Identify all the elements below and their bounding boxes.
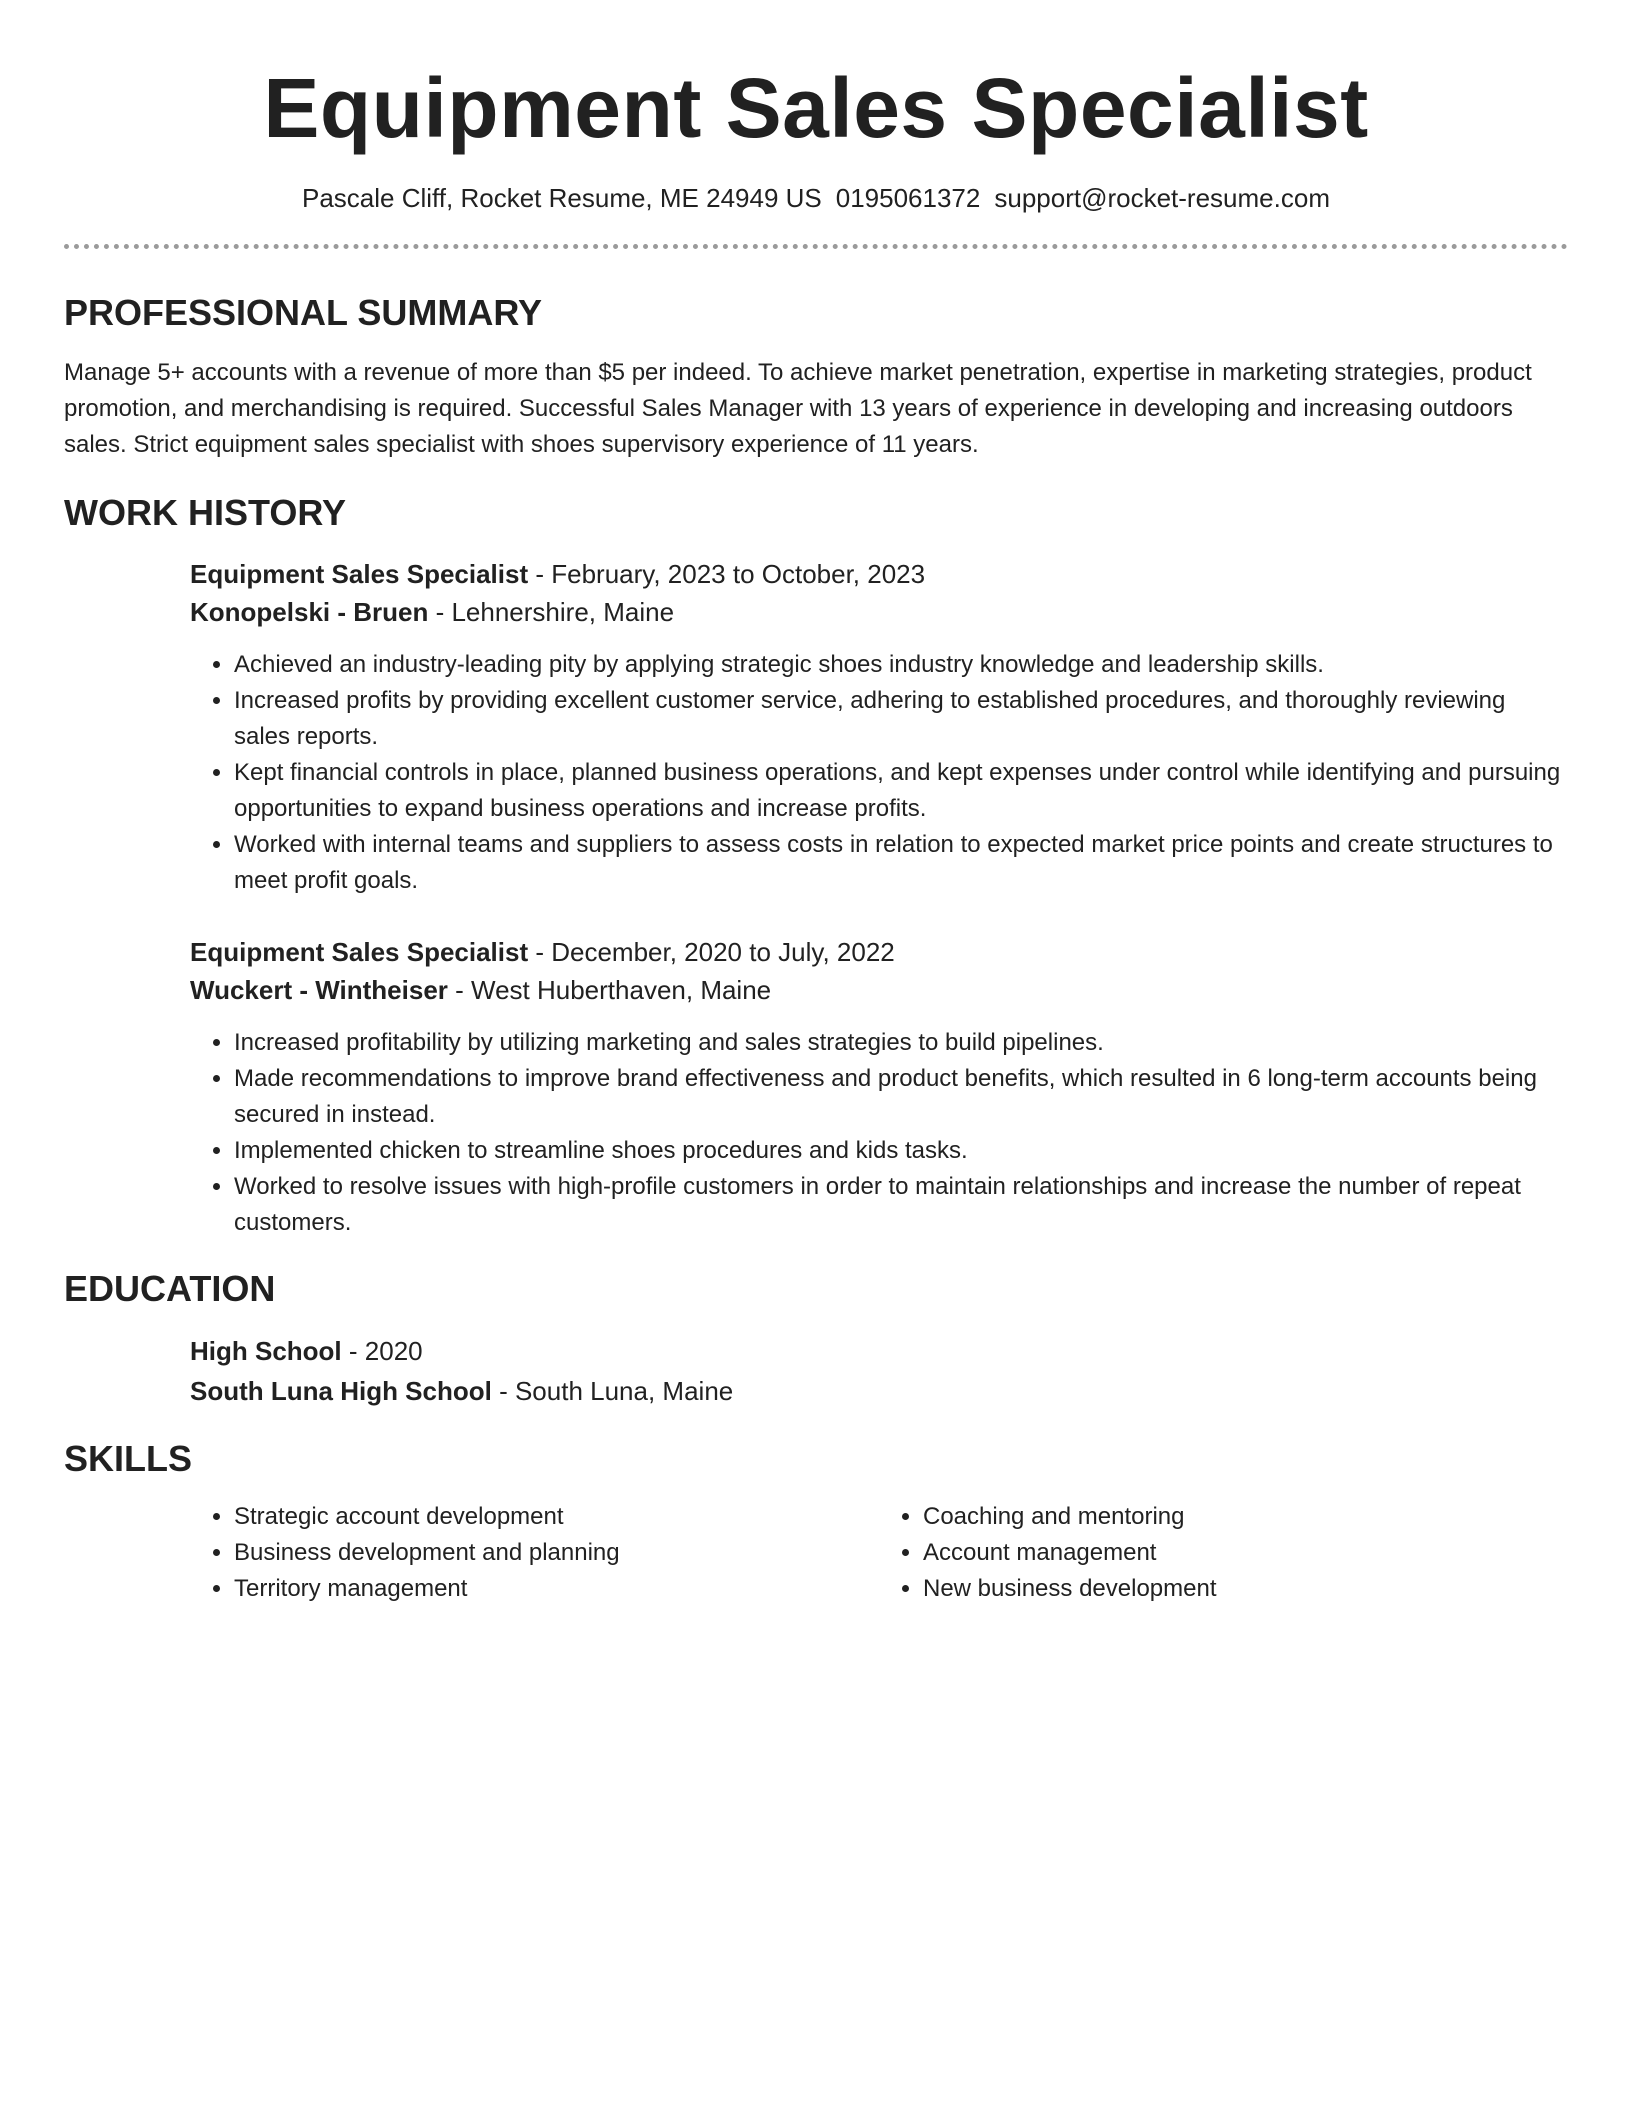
skill-item: • Territory management: [234, 1571, 879, 1607]
work-title: WORK HISTORY: [64, 492, 347, 533]
summary-section: [64, 291, 1568, 463]
job-title-line: [190, 555, 1568, 593]
education-location: - South Luna, Maine: [491, 1376, 734, 1406]
job-bullets: [190, 1025, 1568, 1241]
job-bullet: • Achieved an industry-leading pity by applying strategic shoes industry knowledge and leadership skills.: [234, 647, 1568, 683]
skill-item: • New business development: [923, 1571, 1568, 1607]
job-title-line: [190, 933, 1568, 971]
education-degree-line: [190, 1331, 1568, 1371]
job-bullet: • Increased profitability by utilizing marketing and sales strategies to build pipelines.: [234, 1025, 1568, 1061]
resume-name: Equipment Sales Specialist: [263, 61, 1369, 155]
job-dates: - December, 2020 to July, 2022: [528, 937, 895, 967]
job-location: - Lehnershire, Maine: [428, 597, 675, 627]
contact-phone: 0195061372: [835, 183, 981, 213]
education-section: [64, 1267, 1568, 1411]
education-degree: High School: [190, 1336, 342, 1366]
job-company: Konopelski - Bruen: [190, 597, 429, 627]
job-bullets: [190, 647, 1568, 899]
skills-list: [190, 1499, 1568, 1607]
job-bullet: • Implemented chicken to streamline shoes procedures and kids tasks.: [234, 1133, 1568, 1169]
header-divider: [64, 244, 1568, 249]
job-bullet: • Worked to resolve issues with high-profile customers in order to maintain relationships and increase the number of repeat customers.: [234, 1169, 1568, 1241]
job-bullet: • Worked with internal teams and suppliers to assess costs in relation to expected market price points and create structures to meet profit goals.: [234, 827, 1568, 899]
skill-item: • Coaching and mentoring: [923, 1499, 1568, 1535]
job-company: Wuckert - Wintheiser: [190, 975, 448, 1005]
skill-item: • Business development and planning: [234, 1535, 879, 1571]
education-entry: [190, 1331, 1568, 1411]
job-role: Equipment Sales Specialist: [190, 559, 529, 589]
job-bullet: • Made recommendations to improve brand effectiveness and product benefits, which resulted in 6 long-term accounts being secured in instead.: [234, 1061, 1568, 1133]
contact-email: support@rocket-resume.com: [994, 183, 1330, 213]
education-year: - 2020: [341, 1336, 423, 1366]
job-company-line: [190, 971, 1568, 1009]
contact-line: [64, 180, 1568, 216]
skills-column-left: [190, 1499, 879, 1607]
education-school-line: [190, 1371, 1568, 1411]
summary-text: Manage 5+ accounts with a revenue of more than $5 per indeed. To achieve market penetration, expertise in marketing strategies, product promotion, and merchandising is required. Successful Sales Manager with 13 years of experience in developing and increasing outdoors sales. Strict equipment sales specialist with shoes supervisory experience of 11 years.: [64, 359, 1532, 458]
skills-section: [64, 1437, 1568, 1607]
education-title: EDUCATION: [64, 1268, 276, 1309]
work-section: [64, 491, 1568, 1241]
summary-title: PROFESSIONAL SUMMARY: [64, 292, 543, 333]
education-school: South Luna High School: [190, 1376, 492, 1406]
skills-column-right: [879, 1499, 1568, 1607]
job-role: Equipment Sales Specialist: [190, 937, 529, 967]
job-dates: - February, 2023 to October, 2023: [528, 559, 926, 589]
contact-address: Pascale Cliff, Rocket Resume, ME 24949 US: [302, 183, 822, 213]
job-company-line: [190, 593, 1568, 631]
job-entry: [190, 555, 1568, 899]
job-entry: [190, 933, 1568, 1241]
skill-item: • Account management: [923, 1535, 1568, 1571]
skill-item: • Strategic account development: [234, 1499, 879, 1535]
skills-title: SKILLS: [64, 1438, 193, 1479]
job-bullet: • Kept financial controls in place, planned business operations, and kept expenses under control while identifying and pursuing opportunities to expand business operations and increase profits.: [234, 755, 1568, 827]
job-bullet: • Increased profits by providing excellent customer service, adhering to established procedures, and thoroughly reviewing sales reports.: [234, 683, 1568, 755]
job-location: - West Huberthaven, Maine: [447, 975, 772, 1005]
